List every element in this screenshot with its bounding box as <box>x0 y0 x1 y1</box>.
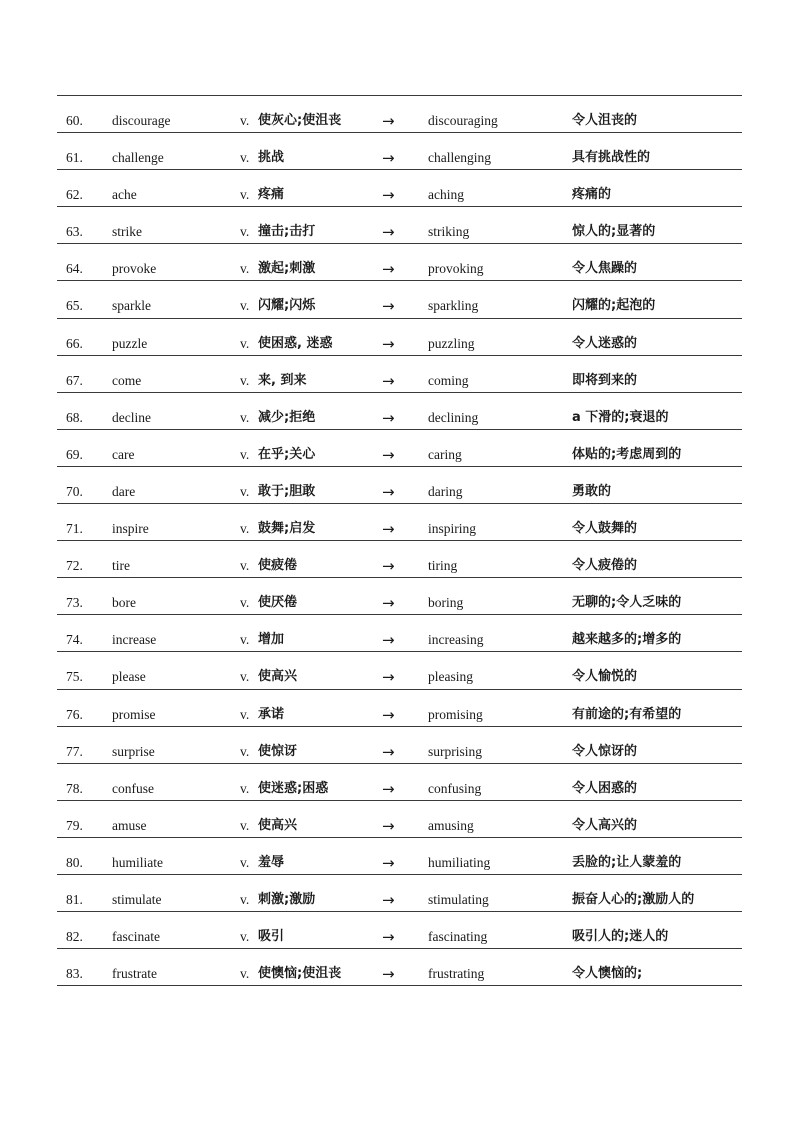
row-number: 79. <box>66 817 83 833</box>
vocabulary-table <box>57 96 742 986</box>
part-of-speech: v. <box>240 743 250 759</box>
part-of-speech: v. <box>240 780 250 796</box>
verb-meaning: 闪耀;闪烁 <box>258 298 316 314</box>
verb-meaning: 使迷惑;困惑 <box>258 780 329 796</box>
adjective-word: puzzling <box>428 335 475 351</box>
adjective-meaning: 勇敢的 <box>572 483 612 499</box>
adjective-word: pleasing <box>428 669 473 685</box>
adjective-meaning: 丢脸的;让人蒙羞的 <box>572 854 682 870</box>
adjective-word: provoking <box>428 261 484 277</box>
verb-meaning: 使懊恼;使沮丧 <box>258 966 342 982</box>
verb-meaning: 吸引 <box>258 929 285 945</box>
table-row <box>57 430 742 467</box>
adjective-meaning: 无聊的;令人乏味的 <box>572 595 682 611</box>
adjective-meaning: 即将到来的 <box>572 372 638 388</box>
part-of-speech: v. <box>240 817 250 833</box>
table-row <box>57 838 742 875</box>
table-row <box>57 578 742 615</box>
arrow-glyph: → <box>382 594 395 613</box>
adjective-meaning: 惊人的;显著的 <box>572 224 656 240</box>
arrow-glyph: → <box>382 965 395 984</box>
adjective-word: promising <box>428 706 483 722</box>
adjective-meaning: 令人惊讶的 <box>572 743 638 759</box>
verb-meaning: 使灰心;使沮丧 <box>258 113 342 128</box>
adjective-word: aching <box>428 187 464 203</box>
row-number: 62. <box>66 187 83 203</box>
verb-word: humiliate <box>112 854 163 870</box>
table-row <box>57 133 742 170</box>
adjective-word: caring <box>428 446 462 462</box>
table-row <box>57 207 742 244</box>
verb-meaning: 使高兴 <box>258 669 298 685</box>
adjective-word: humiliating <box>428 854 491 870</box>
verb-word: promise <box>112 706 156 722</box>
verb-meaning: 减少;拒绝 <box>258 409 316 425</box>
arrow-glyph: → <box>382 408 395 427</box>
verb-word: come <box>112 372 142 388</box>
adjective-word: daring <box>428 483 463 499</box>
row-number: 78. <box>66 780 83 796</box>
arrow-glyph: → <box>382 445 395 464</box>
verb-meaning: 承诺 <box>258 706 285 722</box>
adjective-meaning: 令人鼓舞的 <box>572 521 638 537</box>
verb-word: strike <box>112 224 142 240</box>
adjective-word: declining <box>428 409 479 425</box>
verb-word: ache <box>112 187 137 203</box>
table-row <box>57 615 742 652</box>
verb-meaning: 使困惑, 迷惑 <box>258 335 333 351</box>
adjective-meaning: 令人懊恼的; <box>572 966 643 982</box>
verb-meaning: 敢于;胆敢 <box>258 483 316 499</box>
adjective-meaning: a 下滑的;衰退的 <box>572 409 669 425</box>
verb-word: surprise <box>112 743 155 759</box>
part-of-speech: v. <box>240 372 250 388</box>
arrow-glyph: → <box>382 482 395 501</box>
verb-meaning: 使高兴 <box>258 817 298 833</box>
table-row <box>57 949 742 986</box>
adjective-meaning: 令人困惑的 <box>572 780 638 796</box>
adjective-meaning: 令人迷惑的 <box>572 335 638 351</box>
table-row <box>57 319 742 356</box>
adjective-word: confusing <box>428 780 482 796</box>
verb-meaning: 使惊讶 <box>258 743 298 759</box>
verb-meaning: 使厌倦 <box>258 595 298 611</box>
adjective-meaning: 疼痛的 <box>572 187 612 203</box>
row-number: 73. <box>66 595 83 611</box>
table-row <box>57 393 742 430</box>
table-row <box>57 504 742 541</box>
verb-meaning: 刺激;激励 <box>258 891 316 907</box>
verb-meaning: 撞击;击打 <box>258 224 316 240</box>
verb-meaning: 鼓舞;启发 <box>258 521 316 537</box>
part-of-speech: v. <box>240 558 250 574</box>
part-of-speech: v. <box>240 298 250 314</box>
adjective-word: striking <box>428 224 470 240</box>
row-number: 74. <box>66 632 83 648</box>
row-number: 83. <box>66 966 83 982</box>
row-number: 68. <box>66 409 83 425</box>
table-row <box>57 652 742 689</box>
arrow-glyph: → <box>382 260 395 279</box>
part-of-speech: v. <box>240 706 250 722</box>
verb-word: inspire <box>112 521 149 537</box>
adjective-meaning: 吸引人的;迷人的 <box>572 929 669 945</box>
verb-word: bore <box>112 595 136 611</box>
row-number: 77. <box>66 743 83 759</box>
part-of-speech: v. <box>240 891 250 907</box>
part-of-speech: v. <box>240 335 250 351</box>
arrow-glyph: → <box>382 890 395 909</box>
row-number: 64. <box>66 261 83 277</box>
verb-meaning: 疼痛 <box>258 187 285 203</box>
adjective-word: inspiring <box>428 521 477 537</box>
verb-meaning: 羞辱 <box>258 854 285 870</box>
arrow-glyph: → <box>382 112 395 130</box>
verb-word: amuse <box>112 817 147 833</box>
arrow-glyph: → <box>382 928 395 947</box>
table-row <box>57 541 742 578</box>
part-of-speech: v. <box>240 224 250 240</box>
arrow-glyph: → <box>382 742 395 761</box>
adjective-word: stimulating <box>428 891 489 907</box>
table-row <box>57 912 742 949</box>
arrow-glyph: → <box>382 853 395 872</box>
verb-meaning: 在乎;关心 <box>258 446 316 462</box>
arrow-glyph: → <box>382 631 395 650</box>
verb-word: sparkle <box>112 298 151 314</box>
adjective-word: increasing <box>428 632 484 648</box>
row-number: 81. <box>66 891 83 907</box>
verb-word: confuse <box>112 780 154 796</box>
adjective-meaning: 令人沮丧的 <box>572 113 638 128</box>
table-row <box>57 96 742 133</box>
adjective-word: tiring <box>428 558 458 574</box>
part-of-speech: v. <box>240 261 250 277</box>
adjective-meaning: 有前途的;有希望的 <box>572 706 682 722</box>
part-of-speech: v. <box>240 929 250 945</box>
row-number: 76. <box>66 706 83 722</box>
part-of-speech: v. <box>240 632 250 648</box>
row-number: 72. <box>66 558 83 574</box>
part-of-speech: v. <box>240 483 250 499</box>
verb-word: puzzle <box>112 335 148 351</box>
verb-word: care <box>112 446 135 462</box>
table-row <box>57 467 742 504</box>
verb-word: challenge <box>112 150 164 166</box>
verb-word: decline <box>112 409 151 425</box>
table-row <box>57 764 742 801</box>
part-of-speech: v. <box>240 113 250 128</box>
table-row <box>57 727 742 764</box>
verb-word: fascinate <box>112 929 160 945</box>
adjective-meaning: 令人高兴的 <box>572 817 638 833</box>
arrow-glyph: → <box>382 334 395 353</box>
verb-meaning: 来, 到来 <box>258 372 307 388</box>
part-of-speech: v. <box>240 409 250 425</box>
table-row <box>57 281 742 318</box>
arrow-glyph: → <box>382 223 395 242</box>
adjective-word: amusing <box>428 817 474 833</box>
table-row <box>57 170 742 207</box>
adjective-meaning: 具有挑战性的 <box>572 150 651 166</box>
adjective-word: challenging <box>428 150 491 166</box>
verb-word: frustrate <box>112 966 157 982</box>
row-number: 63. <box>66 224 83 240</box>
arrow-glyph: → <box>382 371 395 390</box>
part-of-speech: v. <box>240 595 250 611</box>
part-of-speech: v. <box>240 521 250 537</box>
adjective-word: sparkling <box>428 298 479 314</box>
arrow-glyph: → <box>382 520 395 539</box>
adjective-word: fascinating <box>428 929 488 945</box>
arrow-glyph: → <box>382 297 395 316</box>
table-row <box>57 690 742 727</box>
row-number: 67. <box>66 372 83 388</box>
verb-meaning: 激起;刺激 <box>258 261 316 277</box>
part-of-speech: v. <box>240 966 250 982</box>
adjective-meaning: 体贴的;考虑周到的 <box>572 446 682 462</box>
adjective-word: boring <box>428 595 464 611</box>
adjective-meaning: 闪耀的;起泡的 <box>572 298 656 314</box>
verb-word: discourage <box>112 113 171 128</box>
arrow-glyph: → <box>382 557 395 576</box>
verb-meaning: 使疲倦 <box>258 558 298 574</box>
adjective-meaning: 令人愉悦的 <box>572 669 638 685</box>
part-of-speech: v. <box>240 446 250 462</box>
verb-word: increase <box>112 632 157 648</box>
arrow-glyph: → <box>382 779 395 798</box>
arrow-glyph: → <box>382 149 395 168</box>
adjective-word: coming <box>428 372 469 388</box>
row-number: 66. <box>66 335 83 351</box>
verb-word: please <box>112 669 146 685</box>
adjective-meaning: 令人焦躁的 <box>572 261 638 277</box>
table-row <box>57 875 742 912</box>
verb-word: stimulate <box>112 891 162 907</box>
adjective-meaning: 振奋人心的;激励人的 <box>572 891 695 907</box>
adjective-word: surprising <box>428 743 482 759</box>
part-of-speech: v. <box>240 854 250 870</box>
part-of-speech: v. <box>240 187 250 203</box>
part-of-speech: v. <box>240 150 250 166</box>
adjective-word: frustrating <box>428 966 485 982</box>
row-number: 61. <box>66 150 83 166</box>
table-row <box>57 356 742 393</box>
adjective-meaning: 越来越多的;增多的 <box>572 632 682 648</box>
arrow-glyph: → <box>382 816 395 835</box>
table-row <box>57 244 742 281</box>
row-number: 80. <box>66 854 83 870</box>
row-number: 65. <box>66 298 83 314</box>
row-number: 75. <box>66 669 83 685</box>
row-number: 70. <box>66 483 83 499</box>
row-number: 82. <box>66 929 83 945</box>
row-number: 69. <box>66 446 83 462</box>
verb-meaning: 增加 <box>258 632 285 648</box>
verb-meaning: 挑战 <box>258 150 285 166</box>
row-number: 60. <box>66 113 83 128</box>
row-number: 71. <box>66 521 83 537</box>
arrow-glyph: → <box>382 186 395 205</box>
arrow-glyph: → <box>382 668 395 687</box>
adjective-meaning: 令人疲倦的 <box>572 558 638 574</box>
verb-word: provoke <box>112 261 157 277</box>
verb-word: dare <box>112 483 136 499</box>
adjective-word: discouraging <box>428 113 498 128</box>
part-of-speech: v. <box>240 669 250 685</box>
verb-word: tire <box>112 558 130 574</box>
arrow-glyph: → <box>382 705 395 724</box>
table-row <box>57 801 742 838</box>
